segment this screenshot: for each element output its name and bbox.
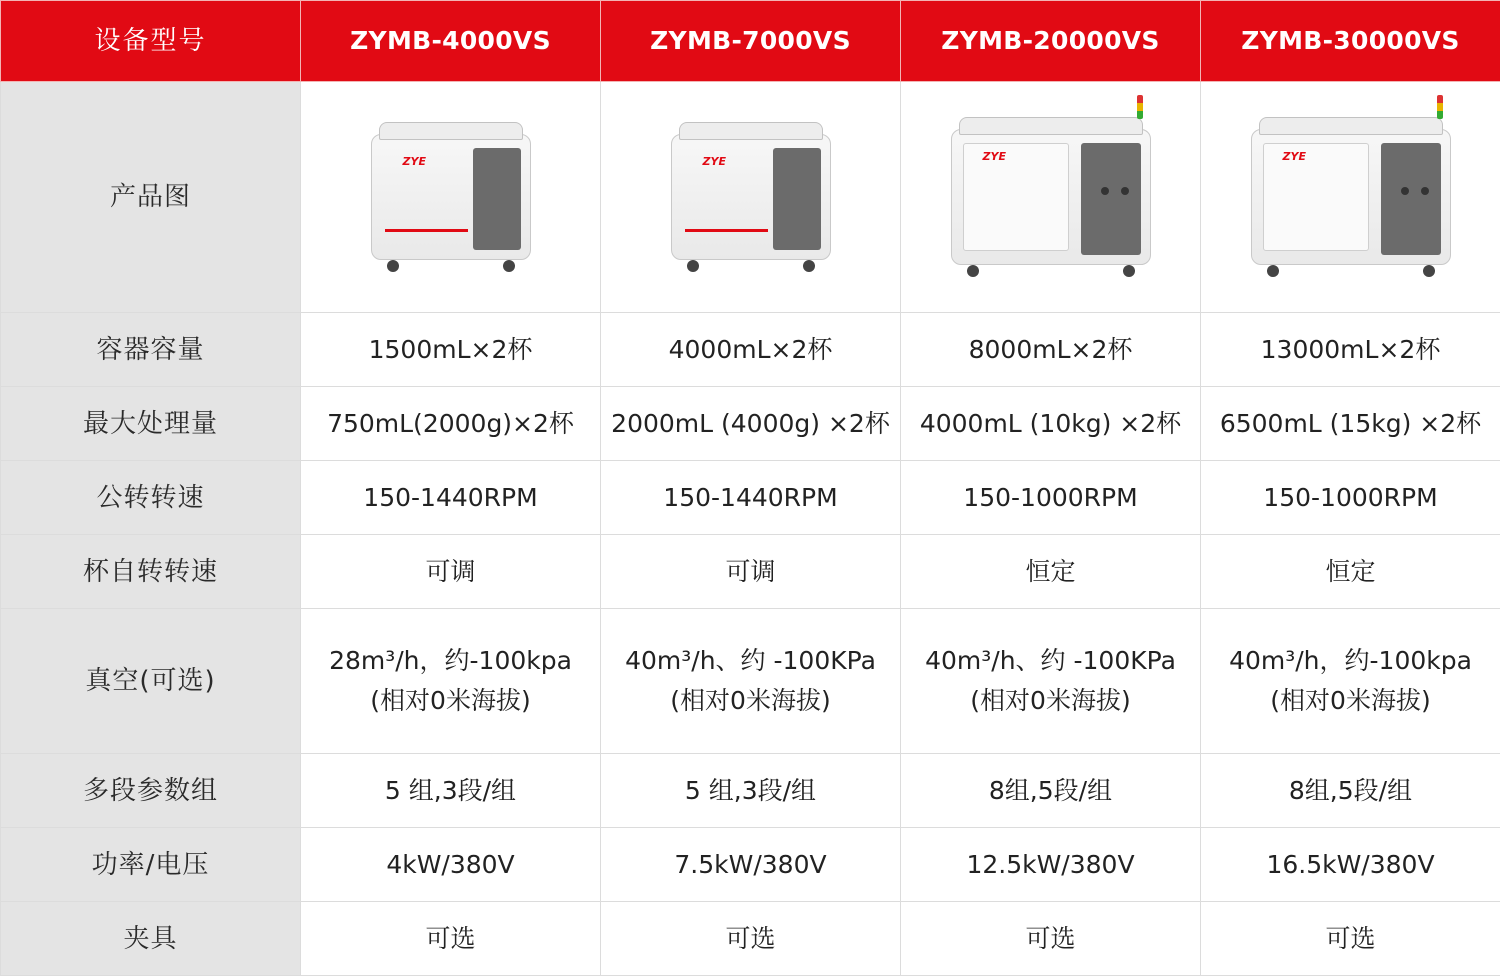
- row-capacity: [1, 313, 1500, 387]
- cell-multi-2: 5 组,3段/组: [601, 754, 901, 828]
- cell-rev-4: 150-1000RPM: [1201, 461, 1500, 535]
- row-label-max: 最大处理量: [1, 387, 301, 461]
- cell-rot-4: 恒定: [1201, 535, 1500, 609]
- row-label-multi: 多段参数组: [1, 754, 301, 828]
- cell-max-1: 750mL(2000g)×2杯: [301, 387, 601, 461]
- cell-rot-1: 可调: [301, 535, 601, 609]
- cell-vac-4: [1201, 609, 1500, 754]
- cell-vac-3: [901, 609, 1201, 754]
- product-image-cell-2: [601, 82, 901, 313]
- cell-capacity-3: 8000mL×2杯: [901, 313, 1201, 387]
- row-revolution-speed: [1, 461, 1500, 535]
- cell-fixture-1: 可选: [301, 902, 601, 976]
- vac-note: (相对0米海拔): [605, 681, 896, 721]
- vac-note: (相对0米海拔): [905, 681, 1196, 721]
- cell-fixture-3: 可选: [901, 902, 1201, 976]
- cell-rev-2: 150-1440RPM: [601, 461, 901, 535]
- cell-vac-1: [301, 609, 601, 754]
- row-rotation-speed: [1, 535, 1500, 609]
- header-model-1: ZYMB-4000VS: [301, 1, 601, 82]
- cell-fixture-2: 可选: [601, 902, 901, 976]
- vac-spec: 40m³/h，约-100kpa: [1205, 641, 1496, 681]
- vac-spec: 40m³/h、约 -100KPa: [905, 641, 1196, 681]
- cell-power-2: 7.5kW/380V: [601, 828, 901, 902]
- row-label-rot: 杯自转转速: [1, 535, 301, 609]
- cell-rot-2: 可调: [601, 535, 901, 609]
- row-product-image: [1, 82, 1500, 313]
- row-multi-stage: [1, 754, 1500, 828]
- mixer-machine-icon: [671, 122, 831, 272]
- mixer-machine-icon: [371, 122, 531, 272]
- header-model-2: ZYMB-7000VS: [601, 1, 901, 82]
- cell-max-4: 6500mL (15kg) ×2杯: [1201, 387, 1500, 461]
- cell-rot-3: 恒定: [901, 535, 1201, 609]
- cell-max-2: 2000mL (4000g) ×2杯: [601, 387, 901, 461]
- brand-logo: ZYE: [1283, 151, 1306, 163]
- cell-power-3: 12.5kW/380V: [901, 828, 1201, 902]
- brand-logo: ZYE: [983, 151, 1006, 163]
- cell-capacity-1: 1500mL×2杯: [301, 313, 601, 387]
- brand-logo: ZYE: [403, 156, 426, 168]
- row-power: [1, 828, 1500, 902]
- cell-vac-2: [601, 609, 901, 754]
- row-label-rev: 公转转速: [1, 461, 301, 535]
- cell-multi-4: 8组,5段/组: [1201, 754, 1500, 828]
- mixer-machine-icon: [1251, 117, 1451, 277]
- header-model-3: ZYMB-20000VS: [901, 1, 1201, 82]
- cell-fixture-4: 可选: [1201, 902, 1500, 976]
- vac-spec: 40m³/h、约 -100KPa: [605, 641, 896, 681]
- vac-note: (相对0米海拔): [1205, 681, 1496, 721]
- row-label-capacity: 容器容量: [1, 313, 301, 387]
- row-label-image: 产品图: [1, 82, 301, 313]
- row-label-vac: 真空(可选): [1, 609, 301, 754]
- product-image-cell-3: [901, 82, 1201, 313]
- cell-power-1: 4kW/380V: [301, 828, 601, 902]
- cell-max-3: 4000mL (10kg) ×2杯: [901, 387, 1201, 461]
- vac-spec: 28m³/h，约-100kpa: [305, 641, 596, 681]
- cell-power-4: 16.5kW/380V: [1201, 828, 1500, 902]
- row-label-fixture: 夹具: [1, 902, 301, 976]
- mixer-machine-icon: [951, 117, 1151, 277]
- cell-capacity-4: 13000mL×2杯: [1201, 313, 1500, 387]
- header-row: [1, 1, 1500, 82]
- cell-rev-1: 150-1440RPM: [301, 461, 601, 535]
- header-model-label: 设备型号: [1, 1, 301, 82]
- cell-multi-3: 8组,5段/组: [901, 754, 1201, 828]
- row-vacuum: [1, 609, 1500, 754]
- product-image-cell-4: [1201, 82, 1500, 313]
- vac-note: (相对0米海拔): [305, 681, 596, 721]
- product-image-cell-1: [301, 82, 601, 313]
- cell-multi-1: 5 组,3段/组: [301, 754, 601, 828]
- row-max-throughput: [1, 387, 1500, 461]
- row-fixture: [1, 902, 1500, 976]
- header-model-4: ZYMB-30000VS: [1201, 1, 1500, 82]
- brand-logo: ZYE: [703, 156, 726, 168]
- cell-rev-3: 150-1000RPM: [901, 461, 1201, 535]
- cell-capacity-2: 4000mL×2杯: [601, 313, 901, 387]
- row-label-power: 功率/电压: [1, 828, 301, 902]
